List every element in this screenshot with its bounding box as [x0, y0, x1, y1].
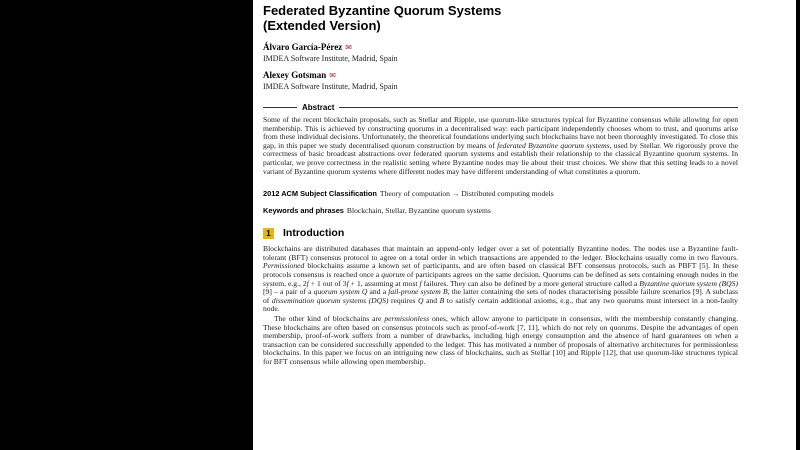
envelope-icon[interactable]: ✉: [329, 71, 336, 80]
author-name-2-text: Alexey Gotsman: [263, 70, 327, 80]
envelope-icon[interactable]: ✉: [345, 43, 352, 52]
author-block-1: [263, 42, 738, 64]
author-affiliation-2: IMDEA Software Institute, Madrid, Spain: [263, 82, 398, 91]
keywords-label: Keywords and phrases: [263, 206, 344, 216]
document-page: [253, 0, 796, 450]
paper-title-line1: Federated Byzantine Quorum Systems: [263, 3, 502, 18]
abstract-divider: [263, 103, 738, 112]
author-affiliation-1: IMDEA Software Institute, Madrid, Spain: [263, 54, 398, 63]
paper-title: [263, 3, 738, 33]
page-content: [253, 0, 796, 366]
keywords-line: [263, 206, 738, 215]
abstract-label: Abstract: [302, 103, 335, 112]
author-name-1-text: Álvaro García-Pérez: [263, 42, 343, 52]
paper-title-line2: (Extended Version): [263, 18, 381, 33]
abstract-rule-left: [263, 107, 297, 108]
keywords-text: Blockchain, Stellar, Byzantine quorum systems: [346, 206, 491, 216]
acm-classification-label: 2012 ACM Subject Classification: [263, 189, 377, 199]
intro-paragraph-1: Blockchains are distributed databases that maintain an append-only ledger over a set of potentially Byzantine nodes. The nodes use a Byzantine fault-tolerant (BFT) consensus protocol to agree on a total order in which transactions are appended to the ledger. Blockchains usually come in two flavours. Permissioned blockchains assume a known set of participants, and are often based on classical BFT consensus protocols, such as PBFT [5]. In these protocols consensus is reached once a quorum of participants agrees on the same decision. Quorums can be defined as sets containing enough nodes in the system, e.g., 2f + 1 out of 3f + 1, assuming at most f failures. They can also be defined by a more general structure called a Byzantine quorum system (BQS) [9] – a pair of a quorum system Q and a fail-prone system B, the latter containing the sets of nodes characterising possible failure scenarios [9]. A subclass of dissemination quorum systems (DQS) requires Q and B to satisfy certain additional axioms, e.g., that any two quorums must intersect in a non-faulty node.: [263, 244, 738, 314]
abstract-text: Some of the recent blockchain proposals, such as Stellar and Ripple, use quorum-like structures typical for Byzantine consensus while allowing for open membership. This is achieved by constructing quorums in a decentralised way: each participant independently chooses whom to trust, and quorums arise from these individual decisions. Unfortunately, the theoretical foundations underlying such blockchains have not been thoroughly investigated. To close this gap, in this paper we study decentralised quorum construction by means of federated Byzantine quorum systems, used by Stellar. We rigorously prove the correctness of basic broadcast abstractions over federated quorum systems and establish their relationship to the classical Byzantine quorum systems. In particular, we prove correctness in the realistic setting where Byzantine nodes may lie about their trust choices. We show that this setting leads to a novel variant of Byzantine quorum systems where different nodes may have different understanding of what constitutes a quorum.: [263, 115, 739, 176]
abstract-rule-right: [339, 107, 738, 108]
author-name-2: [263, 70, 738, 81]
intro-paragraph-2: The other kind of blockchains are permissionless ones, which allow anyone to participate in consensus, with the membership constantly changing. These blockchains are often based on consensus protocols such as proof-of-work [7, 11], which do not rely on quorums. Despite the advantages of open membership, proof-of-work suffers from a number of drawbacks, including high energy consumption and the absence of hard guarantees on when a transaction can be considered successfully appended to the ledger. This has motivated a number of proposals of alternative architectures for permissionless blockchains. In this paper we focus on an intriguing new class of blockchains, such as Stellar [10] and Ripple [12], that use quorum-like structures typical for BFT consensus while allowing open membership.: [263, 313, 739, 366]
section-number-box: 1: [263, 228, 274, 239]
author-name-1: [263, 42, 738, 53]
acm-classification-text: Theory of computation → Distributed computing models: [379, 189, 554, 199]
acm-classification-line: [263, 189, 738, 198]
author-block-2: [263, 70, 738, 92]
section-1-heading: [263, 227, 738, 239]
section-title: Introduction: [283, 227, 345, 240]
